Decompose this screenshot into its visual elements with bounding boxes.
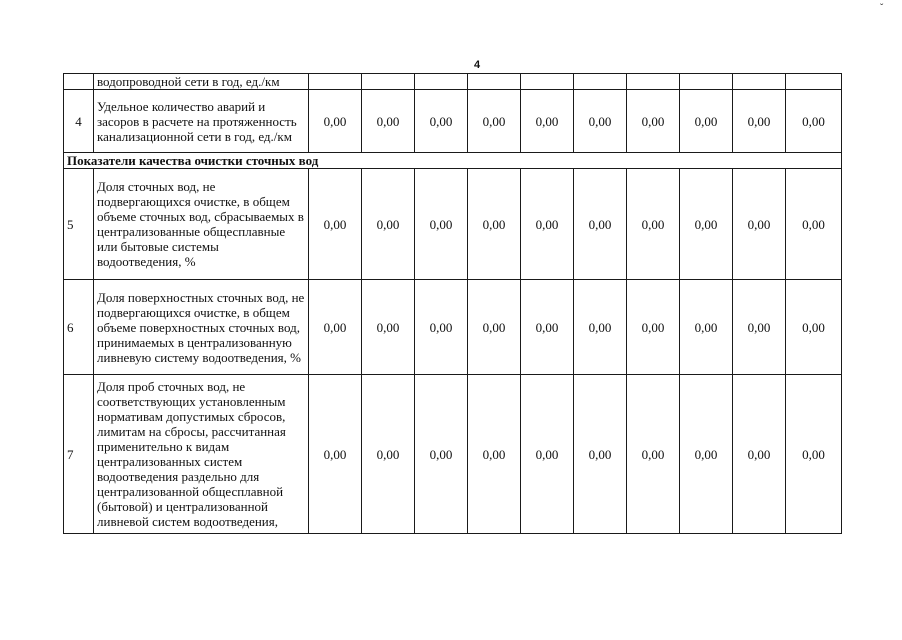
- value-cell: [627, 74, 680, 90]
- indicator-description: Доля сточных вод, не подвергающихся очистке, в общем объеме сточных вод, сбрасываемых в централизованные общесплавные или бытовые системы водоотведения, %: [94, 169, 309, 280]
- value-cell: 0,00: [574, 375, 627, 534]
- value-cell: 0,00: [733, 375, 786, 534]
- row-number: 5: [64, 169, 94, 280]
- indicator-description: Доля поверхностных сточных вод, не подвергающихся очистке, в общем объеме поверхностных сточных вод, принимаемых в централизованную ливневую систему водоотведения, %: [94, 280, 309, 375]
- value-cell: 0,00: [574, 90, 627, 153]
- row-number: [64, 74, 94, 90]
- scan-corner-mark: ˇ: [880, 3, 884, 14]
- table-row: [64, 280, 842, 375]
- value-cell: [786, 74, 842, 90]
- value-cell: 0,00: [362, 169, 415, 280]
- value-cell: 0,00: [680, 280, 733, 375]
- row-number: 6: [64, 280, 94, 375]
- value-cell: 0,00: [733, 169, 786, 280]
- value-cell: 0,00: [786, 280, 842, 375]
- value-cell: 0,00: [468, 375, 521, 534]
- row-number: 7: [64, 375, 94, 534]
- value-cell: [309, 74, 362, 90]
- table-row: [64, 375, 842, 534]
- indicators-table: [63, 73, 842, 534]
- indicator-description: Удельное количество аварий и засоров в расчете на протяженность канализационной сети в год, ед./км: [94, 90, 309, 153]
- value-cell: 0,00: [468, 280, 521, 375]
- value-cell: [362, 74, 415, 90]
- table-row: [64, 74, 842, 90]
- indicator-description: водопроводной сети в год, ед./км: [94, 74, 309, 90]
- value-cell: 0,00: [415, 375, 468, 534]
- value-cell: 0,00: [733, 280, 786, 375]
- value-cell: 0,00: [309, 375, 362, 534]
- value-cell: [415, 74, 468, 90]
- value-cell: 0,00: [415, 280, 468, 375]
- value-cell: 0,00: [680, 90, 733, 153]
- value-cell: 0,00: [627, 375, 680, 534]
- table-row: [64, 90, 842, 153]
- value-cell: 0,00: [680, 169, 733, 280]
- value-cell: 0,00: [362, 375, 415, 534]
- value-cell: 0,00: [415, 90, 468, 153]
- table-row: [64, 169, 842, 280]
- value-cell: 0,00: [309, 280, 362, 375]
- value-cell: 0,00: [309, 169, 362, 280]
- value-cell: 0,00: [521, 375, 574, 534]
- value-cell: [574, 74, 627, 90]
- row-number: 4: [64, 90, 94, 153]
- value-cell: 0,00: [680, 375, 733, 534]
- page-number: 4: [473, 59, 481, 71]
- section-title: Показатели качества очистки сточных вод: [64, 153, 842, 169]
- value-cell: [680, 74, 733, 90]
- value-cell: 0,00: [362, 90, 415, 153]
- value-cell: 0,00: [521, 90, 574, 153]
- value-cell: 0,00: [521, 280, 574, 375]
- value-cell: 0,00: [415, 169, 468, 280]
- table-body: [64, 74, 842, 534]
- value-cell: 0,00: [574, 280, 627, 375]
- value-cell: 0,00: [786, 375, 842, 534]
- value-cell: 0,00: [786, 169, 842, 280]
- value-cell: 0,00: [733, 90, 786, 153]
- value-cell: 0,00: [362, 280, 415, 375]
- value-cell: 0,00: [309, 90, 362, 153]
- value-cell: 0,00: [468, 169, 521, 280]
- value-cell: 0,00: [627, 169, 680, 280]
- indicator-description: Доля проб сточных вод, не соответствующих установленным нормативам допустимых сбросов, лимитам на сбросы, рассчитанная применительно к видам централизованных систем водоотведения раздельно для централизованной общесплавной (бытовой) и централизованной ливневой систем водоотведения,: [94, 375, 309, 534]
- value-cell: [733, 74, 786, 90]
- value-cell: 0,00: [574, 169, 627, 280]
- value-cell: 0,00: [627, 280, 680, 375]
- value-cell: 0,00: [521, 169, 574, 280]
- value-cell: 0,00: [468, 90, 521, 153]
- value-cell: [468, 74, 521, 90]
- value-cell: 0,00: [786, 90, 842, 153]
- value-cell: [521, 74, 574, 90]
- value-cell: 0,00: [627, 90, 680, 153]
- section-header-row: [64, 153, 842, 169]
